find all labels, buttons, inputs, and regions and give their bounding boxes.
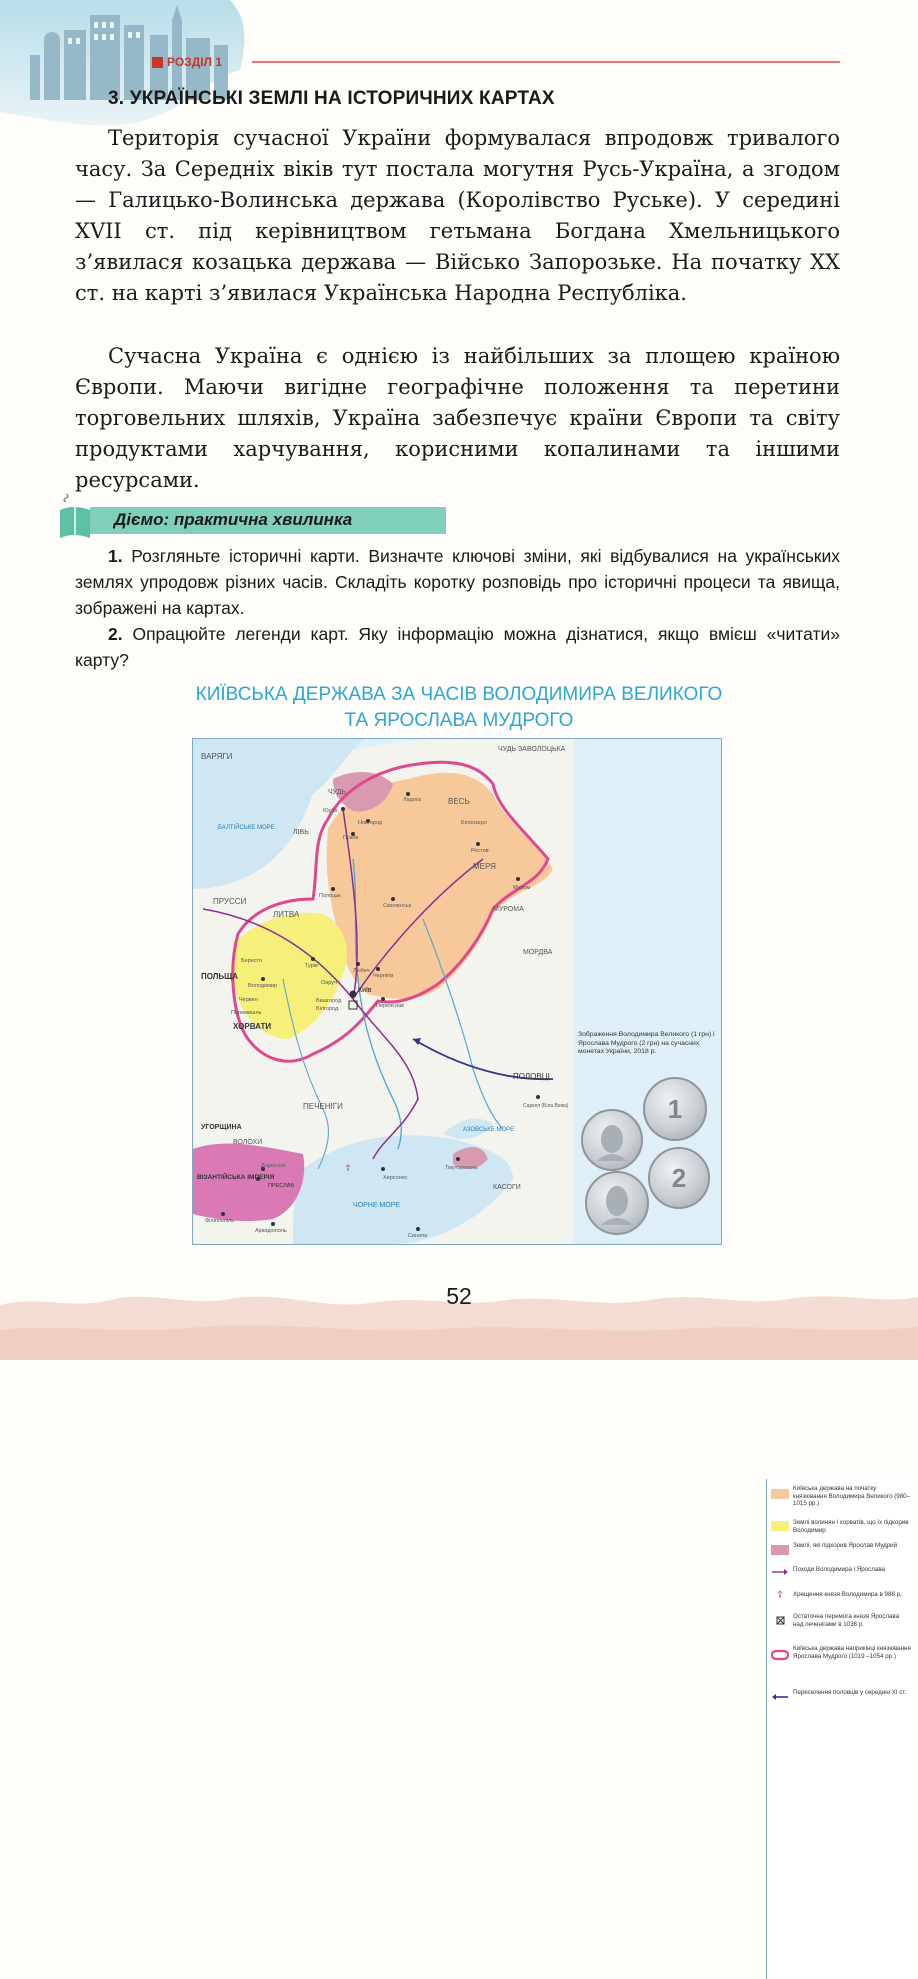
coin-yaroslav-portrait xyxy=(585,1171,649,1235)
map-label-smolensk: Смоленськ xyxy=(383,903,412,909)
map-label-baltiiske: БАЛТІЙСЬКЕ МОРЕ xyxy=(218,825,275,831)
legend-item-2: Землі волинян і хорватів, що їх підкорив Володимир xyxy=(793,1519,909,1534)
map-label-azovske: АЗОВСЬКЕ МОРЕ xyxy=(463,1127,515,1133)
map-label-chud: ЧУДЬ xyxy=(328,789,347,796)
coin-2-value: 2 xyxy=(671,1163,687,1193)
task-1 xyxy=(75,543,840,621)
legend-swatch-yaroslav xyxy=(771,1545,789,1555)
paragraph-2-text: Сучасна Україна є однією із найбільших за площею країною Європи. Маючи вигідне географічне положення та перетини торговельних шляхів, Україна забезпечує країни Європи та світу продуктами харчування, корисними копалинами та іншими ресурсами. xyxy=(75,344,840,492)
map-label-synopa: Синопа xyxy=(408,1233,428,1239)
header-rule xyxy=(252,61,840,63)
task-2-number: 2. xyxy=(108,624,123,644)
map-canvas xyxy=(193,739,573,1244)
paragraph-2 xyxy=(75,341,840,496)
map-label-pskov: Псков xyxy=(343,835,359,841)
map-label-ladoha: Ладога xyxy=(403,797,421,803)
map-label-muroma: МУРОМА xyxy=(493,906,524,913)
page-number: 52 xyxy=(446,1283,472,1309)
legend-item-8: Переселення половців у середині XI ст. xyxy=(793,1689,907,1696)
map-label-yuriev: Юр'їв xyxy=(323,808,338,814)
portrait-icon xyxy=(583,1111,641,1169)
map-label-kyiv: Київ xyxy=(358,987,372,994)
paragraph-1-text: Територія сучасної України формувалася впродовж тривалого часу. За Середніх віків тут постала могутня Русь-Україна, а згодом — Галицько-Волинська держава (Королівство Руське). У середині XVII ст. під керівництвом гетьмана Богдана Хмельницького з’явилася козацька держава — Військо Запорозьке. На початку XX ст. на карті з’явилася Українська Народна Республіка. xyxy=(75,126,840,305)
legend-item-5: Хрещення князя Володимира в 988 р. xyxy=(793,1591,902,1598)
map-label-filippopol: Філіппопіль xyxy=(205,1218,235,1224)
map-title-line-2: ТА ЯРОСЛАВА МУДРОГО xyxy=(344,710,574,731)
legend-item-1: Київська держава на початку князювання Володимира Великого (980–1015 рр.) xyxy=(793,1485,911,1507)
border-line-icon xyxy=(771,1649,789,1661)
task-2-text: Опрацюйте легенди карт. Яку інформацію можна дізнатися, якщо вмієш «читати» карту? xyxy=(75,624,840,670)
section-label: РОЗДІЛ 1 xyxy=(167,55,223,69)
map-label-beloozero: Білоозеро xyxy=(461,820,487,826)
map-label-cherven: Червен xyxy=(239,997,258,1003)
task-1-text: Розгляньте історичні карти. Визначте ключові зміни, які відбувалися на українських землях упродовж різних часів. Складіть коротку розповідь про історичні процеси та явища, зображені на картах. xyxy=(75,546,840,618)
task-2 xyxy=(75,621,840,673)
map-label-mordva: МОРДВА xyxy=(523,949,553,956)
map-label-liv: ЛІВЬ xyxy=(293,829,309,836)
task-1-number: 1. xyxy=(108,546,123,566)
map-label-uhorshchyna: УГОРЩИНА xyxy=(201,1124,242,1131)
map-label-ves: ВЕСЬ xyxy=(448,797,470,806)
map-label-arkadiopol: Аркадіополь xyxy=(255,1228,287,1234)
paragraph-1 xyxy=(75,123,840,309)
map-label-varyagi: ВАРЯГИ xyxy=(201,752,233,761)
map-label-dorostol: Доростол xyxy=(261,1163,286,1169)
map-label-turiv: Турів xyxy=(305,963,318,969)
map-label-berestia: Берестя xyxy=(241,958,263,964)
coin-1-hryvnia-reverse xyxy=(643,1077,707,1141)
section-square-icon xyxy=(152,57,163,68)
battle-icon xyxy=(771,1616,789,1626)
map-label-merya: МЕРЯ xyxy=(473,862,496,871)
map-label-tmutorokan: Тмуторокань xyxy=(445,1165,478,1171)
coins-caption: Зображення Володимира Великого (1 грн) і Ярослава Мудрого (2 грн) на сучасних монетах України, 2018 р. xyxy=(578,1031,715,1055)
map-label-prussy: ПРУССИ xyxy=(213,897,247,906)
svg-text:☦: ☦ xyxy=(345,1164,351,1174)
practice-tasks xyxy=(75,543,840,673)
legend-item-4: Походи Володимира і Ярослава xyxy=(793,1566,885,1573)
map-label-polovtsi: ПОЛОВЦІ xyxy=(513,1072,550,1081)
map-label-bilhorod: Білгород xyxy=(316,1006,339,1012)
map-label-volodymyr: Володимир xyxy=(248,983,278,989)
map-label-vyshhorod: Вишгород xyxy=(316,998,342,1004)
map-label-novhorod: Новгород xyxy=(358,820,383,826)
map-label-sarkel: Саркел (Біла Вежа) xyxy=(523,1103,569,1109)
map-label-chud-zavoloc: ЧУДЬ ЗАВОЛОЦЬКА xyxy=(498,746,566,753)
legend-item-7: Київська держава наприкінці князювання Ярослава Мудрого (1019 –1054 рр.) xyxy=(793,1645,911,1660)
map-label-volokhy: ВОЛОХИ xyxy=(233,1139,263,1146)
map-label-kasohy: КАСОГИ xyxy=(493,1184,521,1191)
map-label-khorvaty: ХОРВАТИ xyxy=(233,1022,272,1031)
page-heading: 3. УКРАЇНСЬКІ ЗЕМЛІ НА ІСТОРИЧНИХ КАРТАХ xyxy=(108,88,555,109)
coin-2-hryvnia-reverse xyxy=(648,1147,710,1209)
coin-volodymyr-portrait xyxy=(581,1109,643,1171)
map-label-lytva: ЛИТВА xyxy=(273,910,300,919)
legend-swatch-kyiv-state xyxy=(771,1489,789,1499)
campaign-arrow-icon xyxy=(771,1567,789,1577)
map-label-liubech: Любеч xyxy=(353,968,370,974)
map-label-peremyshl: Перемишль xyxy=(231,1010,262,1016)
map-label-ovruch: Овруч xyxy=(321,980,337,986)
map-label-chorne: ЧОРНЕ МОРЕ xyxy=(353,1202,401,1209)
migration-arrow-icon xyxy=(771,1692,789,1702)
coin-1-value: 1 xyxy=(667,1094,683,1124)
map-label-polotsk: Полоцьк xyxy=(319,893,341,899)
map-legend xyxy=(766,1479,912,1979)
portrait-icon xyxy=(587,1173,647,1233)
map-label-murom: Муром xyxy=(513,885,531,891)
legend-item-3: Землі, які підкорив Ярослав Мудрий xyxy=(793,1542,898,1549)
map-label-preslav: ПРЕСЛАВ xyxy=(268,1183,295,1189)
map-label-vizantiia: ВІЗАНТІЙСЬКА ІМПЕРІЯ xyxy=(197,1174,275,1181)
map-label-chernihiv: Чернігів xyxy=(373,973,394,979)
legend-item-6: Остаточна перемога князя Ярослава над печенігами в 1036 р. xyxy=(793,1613,900,1628)
cross-icon: ☦ xyxy=(776,1590,784,1601)
practice-title: Діємо: практична хвилинка xyxy=(114,510,353,529)
book-icon xyxy=(58,492,94,542)
map-label-pechenihy: ПЕЧЕНІГИ xyxy=(303,1102,343,1111)
map-label-khersones: Херсонес xyxy=(383,1175,408,1181)
map-label-rostov: Ростов xyxy=(471,848,489,854)
map-label-pereiaslav: Переяслав xyxy=(376,1003,405,1009)
legend-swatch-volyn xyxy=(771,1521,789,1531)
section-tag xyxy=(152,55,222,69)
map-title-line-1: КИЇВСЬКА ДЕРЖАВА ЗА ЧАСІВ ВОЛОДИМИРА ВЕЛИКОГО xyxy=(195,684,723,705)
map-label-polshcha: ПОЛЬЩА xyxy=(201,972,239,981)
